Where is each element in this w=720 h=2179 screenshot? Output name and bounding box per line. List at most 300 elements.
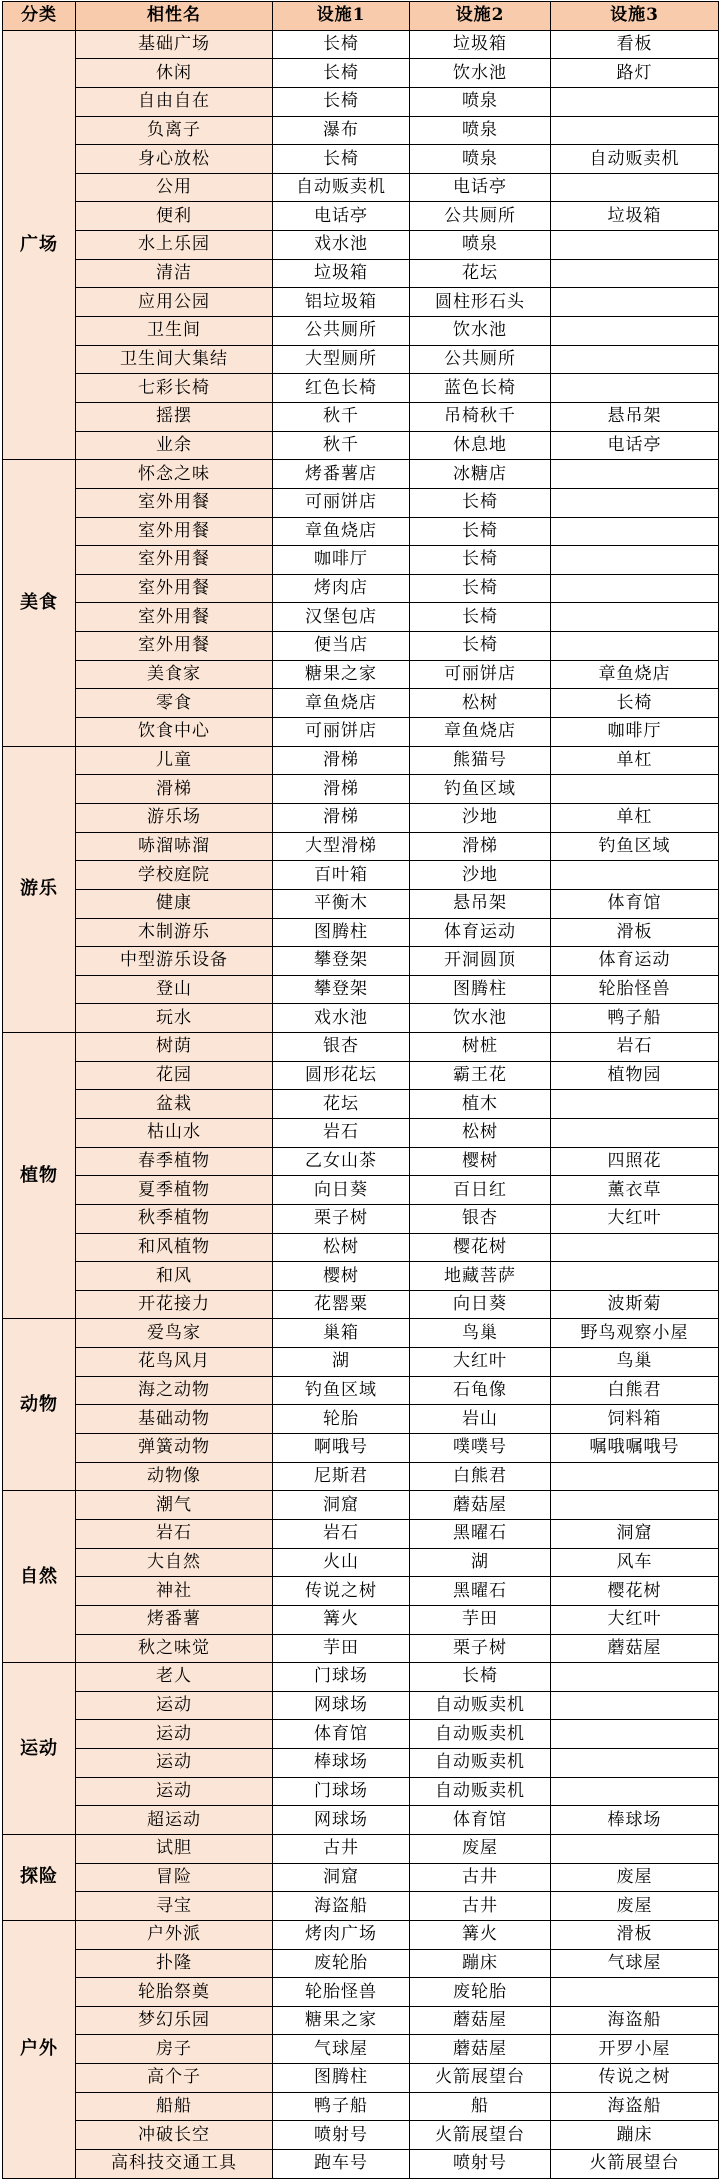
facility-1-cell: 废轮胎 (273, 1949, 410, 1978)
facility-3-cell: 路灯 (551, 59, 719, 88)
affinity-name-cell: 老人 (76, 1663, 273, 1692)
affinity-name-cell: 美食家 (76, 660, 273, 689)
table-row (3, 1434, 719, 1463)
affinity-name-cell: 公用 (76, 173, 273, 202)
facility-3-cell: 气球屋 (551, 1949, 719, 1978)
facility-3-cell: 废屋 (551, 1863, 719, 1892)
facility-3-cell (551, 1835, 719, 1864)
facility-3-cell (551, 460, 719, 489)
facility-3-cell (551, 1663, 719, 1692)
facility-3-cell (551, 1233, 719, 1262)
facility-3-cell: 章鱼烧店 (551, 660, 719, 689)
facility-1-cell: 图腾柱 (273, 918, 410, 947)
table-row (3, 1290, 719, 1319)
affinity-name-cell: 滑梯 (76, 775, 273, 804)
facility-2-cell: 休息地 (410, 431, 551, 460)
facility-3-cell: 滑板 (551, 1920, 719, 1949)
facility-3-cell: 棒球场 (551, 1806, 719, 1835)
affinity-name-cell: 七彩长椅 (76, 374, 273, 403)
facility-1-cell: 气球屋 (273, 2035, 410, 2064)
facility-2-cell: 樱树 (410, 1147, 551, 1176)
facility-3-cell: 自动贩卖机 (551, 145, 719, 174)
facility-1-cell: 章鱼烧店 (273, 689, 410, 718)
facility-1-cell: 花罂粟 (273, 1290, 410, 1319)
table-row (3, 1691, 719, 1720)
affinity-name-cell: 树荫 (76, 1033, 273, 1062)
affinity-name-cell: 哧溜哧溜 (76, 832, 273, 861)
facility-3-cell: 电话亭 (551, 431, 719, 460)
table-row (3, 431, 719, 460)
facility-1-cell: 网球场 (273, 1806, 410, 1835)
affinity-name-cell: 儿童 (76, 746, 273, 775)
facility-2-cell: 自动贩卖机 (410, 1777, 551, 1806)
table-row (3, 1720, 719, 1749)
facility-1-cell: 糖果之家 (273, 2006, 410, 2035)
facility-2-cell: 长椅 (410, 1663, 551, 1692)
affinity-name-cell: 基础广场 (76, 30, 273, 59)
facility-3-cell (551, 1777, 719, 1806)
facility-3-cell: 悬吊架 (551, 402, 719, 431)
facility-3-cell: 洞窟 (551, 1519, 719, 1548)
facility-2-cell: 芋田 (410, 1605, 551, 1634)
affinity-name-cell: 室外用餐 (76, 632, 273, 661)
table-row (3, 1920, 719, 1949)
facility-2-cell: 喷泉 (410, 87, 551, 116)
table-body (3, 30, 719, 2178)
table-row (3, 1978, 719, 2007)
affinity-name-cell: 超运动 (76, 1806, 273, 1835)
facility-2-cell: 樱花树 (410, 1233, 551, 1262)
header-category: 分类 (3, 2, 76, 31)
facility-1-cell: 鸭子船 (273, 2092, 410, 2121)
facility-1-cell: 喷射号 (273, 2121, 410, 2150)
facility-2-cell: 吊椅秋千 (410, 402, 551, 431)
table-row (3, 1147, 719, 1176)
category-cell: 植物 (3, 1033, 76, 1319)
facility-3-cell (551, 488, 719, 517)
affinity-name-cell: 盆栽 (76, 1090, 273, 1119)
facility-2-cell: 喷泉 (410, 116, 551, 145)
facility-2-cell: 石龟像 (410, 1376, 551, 1405)
facility-1-cell: 洞窟 (273, 1491, 410, 1520)
facility-1-cell: 尼斯君 (273, 1462, 410, 1491)
facility-3-cell (551, 87, 719, 116)
facility-3-cell: 钓鱼区域 (551, 832, 719, 861)
category-cell: 探险 (3, 1835, 76, 1921)
facility-3-cell: 看板 (551, 30, 719, 59)
facility-1-cell: 向日葵 (273, 1176, 410, 1205)
table-row (3, 1376, 719, 1405)
affinity-name-cell: 身心放松 (76, 145, 273, 174)
facility-1-cell: 啊哦号 (273, 1434, 410, 1463)
facility-3-cell (551, 259, 719, 288)
affinity-name-cell: 运动 (76, 1691, 273, 1720)
affinity-name-cell: 健康 (76, 889, 273, 918)
affinity-name-cell: 水上乐园 (76, 231, 273, 260)
table-row (3, 718, 719, 747)
table-row (3, 1548, 719, 1577)
facility-2-cell: 垃圾箱 (410, 30, 551, 59)
category-cell: 美食 (3, 460, 76, 746)
affinity-name-cell: 扑隆 (76, 1949, 273, 1978)
affinity-name-cell: 船船 (76, 2092, 273, 2121)
table-row (3, 1806, 719, 1835)
facility-3-cell: 樱花树 (551, 1577, 719, 1606)
table-row (3, 1605, 719, 1634)
affinity-name-cell: 冒险 (76, 1863, 273, 1892)
facility-3-cell: 火箭展望台 (551, 2150, 719, 2179)
table-row (3, 345, 719, 374)
facility-2-cell: 沙地 (410, 861, 551, 890)
table-row (3, 775, 719, 804)
facility-3-cell (551, 1491, 719, 1520)
table-row (3, 2092, 719, 2121)
affinity-name-cell: 花园 (76, 1061, 273, 1090)
facility-1-cell: 湖 (273, 1348, 410, 1377)
facility-1-cell: 长椅 (273, 30, 410, 59)
facility-2-cell: 长椅 (410, 603, 551, 632)
facility-2-cell: 悬吊架 (410, 889, 551, 918)
facility-2-cell: 饮水池 (410, 317, 551, 346)
facility-2-cell: 蹦床 (410, 1949, 551, 1978)
facility-1-cell: 滑梯 (273, 775, 410, 804)
affinity-name-cell: 中型游乐设备 (76, 947, 273, 976)
facility-2-cell: 体育运动 (410, 918, 551, 947)
table-row (3, 2006, 719, 2035)
affinity-name-cell: 冲破长空 (76, 2121, 273, 2150)
facility-1-cell: 电话亭 (273, 202, 410, 231)
facility-3-cell (551, 1720, 719, 1749)
facility-2-cell: 饮水池 (410, 1004, 551, 1033)
facility-3-cell (551, 517, 719, 546)
facility-1-cell: 轮胎怪兽 (273, 1978, 410, 2007)
affinity-name-cell: 便利 (76, 202, 273, 231)
facility-2-cell: 圆柱形石头 (410, 288, 551, 317)
table-row (3, 2121, 719, 2150)
facility-2-cell: 公共厕所 (410, 345, 551, 374)
facility-3-cell: 蘑菇屋 (551, 1634, 719, 1663)
affinity-name-cell: 寻宝 (76, 1892, 273, 1921)
facility-1-cell: 樱树 (273, 1262, 410, 1291)
facility-1-cell: 烤番薯店 (273, 460, 410, 489)
affinity-name-cell: 运动 (76, 1777, 273, 1806)
facility-1-cell: 攀登架 (273, 947, 410, 976)
facility-3-cell: 垃圾箱 (551, 202, 719, 231)
facility-3-cell: 四照花 (551, 1147, 719, 1176)
category-cell: 游乐 (3, 746, 76, 1032)
facility-3-cell (551, 546, 719, 575)
table-row (3, 1004, 719, 1033)
table-row (3, 1634, 719, 1663)
facility-1-cell: 秋千 (273, 402, 410, 431)
facility-affinity-table (2, 1, 719, 2179)
facility-3-cell: 轮胎怪兽 (551, 975, 719, 1004)
facility-2-cell: 喷射号 (410, 2150, 551, 2179)
facility-2-cell: 古井 (410, 1892, 551, 1921)
facility-3-cell: 体育运动 (551, 947, 719, 976)
table-row (3, 231, 719, 260)
table-row (3, 746, 719, 775)
table-row (3, 317, 719, 346)
facility-3-cell (551, 574, 719, 603)
affinity-name-cell: 木制游乐 (76, 918, 273, 947)
facility-2-cell: 松树 (410, 1118, 551, 1147)
facility-3-cell: 咖啡厅 (551, 718, 719, 747)
facility-3-cell: 植物园 (551, 1061, 719, 1090)
table-row (3, 2035, 719, 2064)
table-row (3, 488, 719, 517)
facility-1-cell: 铝垃圾箱 (273, 288, 410, 317)
affinity-name-cell: 运动 (76, 1720, 273, 1749)
table-row (3, 145, 719, 174)
affinity-name-cell: 夏季植物 (76, 1176, 273, 1205)
affinity-name-cell: 运动 (76, 1749, 273, 1778)
facility-1-cell: 钓鱼区域 (273, 1376, 410, 1405)
affinity-name-cell: 秋之味觉 (76, 1634, 273, 1663)
facility-2-cell: 古井 (410, 1863, 551, 1892)
facility-2-cell: 湖 (410, 1548, 551, 1577)
facility-2-cell: 自动贩卖机 (410, 1749, 551, 1778)
category-cell: 广场 (3, 30, 76, 460)
facility-1-cell: 自动贩卖机 (273, 173, 410, 202)
affinity-name-cell: 大自然 (76, 1548, 273, 1577)
facility-1-cell: 公共厕所 (273, 317, 410, 346)
affinity-name-cell: 枯山水 (76, 1118, 273, 1147)
table-row (3, 1348, 719, 1377)
facility-1-cell: 体育馆 (273, 1720, 410, 1749)
facility-1-cell: 芋田 (273, 1634, 410, 1663)
facility-2-cell: 长椅 (410, 517, 551, 546)
facility-2-cell: 银杏 (410, 1204, 551, 1233)
facility-3-cell: 岩石 (551, 1033, 719, 1062)
affinity-name-cell: 摇摆 (76, 402, 273, 431)
facility-3-cell: 滑板 (551, 918, 719, 947)
facility-1-cell: 可丽饼店 (273, 488, 410, 517)
facility-3-cell: 开罗小屋 (551, 2035, 719, 2064)
facility-3-cell (551, 231, 719, 260)
affinity-name-cell: 室外用餐 (76, 488, 273, 517)
facility-1-cell: 岩石 (273, 1519, 410, 1548)
facility-3-cell: 单杠 (551, 803, 719, 832)
table-row (3, 632, 719, 661)
facility-2-cell: 蘑菇屋 (410, 1491, 551, 1520)
facility-2-cell: 废屋 (410, 1835, 551, 1864)
facility-1-cell: 咖啡厅 (273, 546, 410, 575)
affinity-name-cell: 负离子 (76, 116, 273, 145)
affinity-name-cell: 神社 (76, 1577, 273, 1606)
facility-2-cell: 黑曜石 (410, 1519, 551, 1548)
table-row (3, 660, 719, 689)
facility-3-cell (551, 632, 719, 661)
affinity-name-cell: 业余 (76, 431, 273, 460)
affinity-name-cell: 室外用餐 (76, 546, 273, 575)
table-row (3, 1262, 719, 1291)
facility-3-cell: 海盗船 (551, 2092, 719, 2121)
facility-1-cell: 栗子树 (273, 1204, 410, 1233)
facility-2-cell: 火箭展望台 (410, 2064, 551, 2093)
category-cell: 户外 (3, 1920, 76, 2178)
facility-3-cell: 饲料箱 (551, 1405, 719, 1434)
table-row (3, 1949, 719, 1978)
facility-1-cell: 戏水池 (273, 1004, 410, 1033)
affinity-name-cell: 室外用餐 (76, 603, 273, 632)
facility-2-cell: 篝火 (410, 1920, 551, 1949)
affinity-name-cell: 卫生间大集结 (76, 345, 273, 374)
facility-2-cell: 滑梯 (410, 832, 551, 861)
facility-2-cell: 章鱼烧店 (410, 718, 551, 747)
table-row (3, 947, 719, 976)
facility-2-cell: 沙地 (410, 803, 551, 832)
table-row (3, 861, 719, 890)
affinity-name-cell: 春季植物 (76, 1147, 273, 1176)
facility-2-cell: 废轮胎 (410, 1978, 551, 2007)
facility-3-cell: 蹦床 (551, 2121, 719, 2150)
affinity-name-cell: 弹簧动物 (76, 1434, 273, 1463)
facility-1-cell: 滑梯 (273, 803, 410, 832)
facility-2-cell: 树桩 (410, 1033, 551, 1062)
table-row (3, 1749, 719, 1778)
table-row (3, 1519, 719, 1548)
affinity-name-cell: 试胆 (76, 1835, 273, 1864)
header-row (3, 2, 719, 31)
facility-2-cell: 蘑菇屋 (410, 2006, 551, 2035)
facility-3-cell (551, 1262, 719, 1291)
facility-1-cell: 章鱼烧店 (273, 517, 410, 546)
table-row (3, 2150, 719, 2179)
facility-1-cell: 长椅 (273, 145, 410, 174)
facility-1-cell: 长椅 (273, 59, 410, 88)
facility-3-cell (551, 1118, 719, 1147)
facility-2-cell: 地藏菩萨 (410, 1262, 551, 1291)
facility-2-cell: 公共厕所 (410, 202, 551, 231)
facility-1-cell: 花坛 (273, 1090, 410, 1119)
table-row (3, 2064, 719, 2093)
facility-3-cell (551, 1462, 719, 1491)
facility-1-cell: 糖果之家 (273, 660, 410, 689)
facility-1-cell: 百叶箱 (273, 861, 410, 890)
facility-3-cell (551, 345, 719, 374)
facility-2-cell: 冰糖店 (410, 460, 551, 489)
facility-2-cell: 可丽饼店 (410, 660, 551, 689)
facility-1-cell: 烤肉店 (273, 574, 410, 603)
facility-3-cell (551, 775, 719, 804)
table-row (3, 1061, 719, 1090)
facility-1-cell: 棒球场 (273, 1749, 410, 1778)
facility-3-cell (551, 317, 719, 346)
affinity-name-cell: 自由自在 (76, 87, 273, 116)
facility-1-cell: 银杏 (273, 1033, 410, 1062)
facility-3-cell (551, 1691, 719, 1720)
facility-1-cell: 大型滑梯 (273, 832, 410, 861)
facility-3-cell: 废屋 (551, 1892, 719, 1921)
affinity-name-cell: 轮胎祭奠 (76, 1978, 273, 2007)
facility-3-cell: 海盗船 (551, 2006, 719, 2035)
table-row (3, 1892, 719, 1921)
category-cell: 运动 (3, 1663, 76, 1835)
table-row (3, 1863, 719, 1892)
table-row (3, 1835, 719, 1864)
facility-1-cell: 汉堡包店 (273, 603, 410, 632)
facility-3-cell: 大红叶 (551, 1204, 719, 1233)
facility-2-cell: 长椅 (410, 632, 551, 661)
table-row (3, 460, 719, 489)
affinity-name-cell: 怀念之味 (76, 460, 273, 489)
table-row (3, 87, 719, 116)
affinity-name-cell: 游乐场 (76, 803, 273, 832)
table-header (3, 2, 719, 31)
facility-3-cell: 鸭子船 (551, 1004, 719, 1033)
table-row (3, 975, 719, 1004)
facility-1-cell: 网球场 (273, 1691, 410, 1720)
affinity-name-cell: 学校庭院 (76, 861, 273, 890)
facility-3-cell: 薰衣草 (551, 1176, 719, 1205)
affinity-name-cell: 休闲 (76, 59, 273, 88)
facility-3-cell (551, 861, 719, 890)
facility-2-cell: 噗噗号 (410, 1434, 551, 1463)
table-row (3, 889, 719, 918)
facility-1-cell: 便当店 (273, 632, 410, 661)
table-row (3, 803, 719, 832)
affinity-name-cell: 室外用餐 (76, 517, 273, 546)
facility-1-cell: 岩石 (273, 1118, 410, 1147)
facility-1-cell: 松树 (273, 1233, 410, 1262)
table-row (3, 259, 719, 288)
affinity-name-cell: 和风植物 (76, 1233, 273, 1262)
facility-2-cell: 岩山 (410, 1405, 551, 1434)
facility-3-cell (551, 173, 719, 202)
facility-3-cell: 单杠 (551, 746, 719, 775)
facility-1-cell: 可丽饼店 (273, 718, 410, 747)
facility-3-cell: 体育馆 (551, 889, 719, 918)
facility-2-cell: 喷泉 (410, 231, 551, 260)
affinity-name-cell: 开花接力 (76, 1290, 273, 1319)
table-row (3, 202, 719, 231)
facility-2-cell: 长椅 (410, 574, 551, 603)
affinity-name-cell: 花鸟风月 (76, 1348, 273, 1377)
facility-2-cell: 体育馆 (410, 1806, 551, 1835)
facility-2-cell: 饮水池 (410, 59, 551, 88)
affinity-name-cell: 梦幻乐园 (76, 2006, 273, 2035)
facility-3-cell: 风车 (551, 1548, 719, 1577)
facility-2-cell: 白熊君 (410, 1462, 551, 1491)
facility-1-cell: 滑梯 (273, 746, 410, 775)
table-row (3, 30, 719, 59)
table-row (3, 1663, 719, 1692)
table-row (3, 1204, 719, 1233)
affinity-name-cell: 零食 (76, 689, 273, 718)
table-row (3, 1319, 719, 1348)
affinity-name-cell: 户外派 (76, 1920, 273, 1949)
header-facility-3: 设施3 (551, 2, 719, 31)
facility-2-cell: 熊猫号 (410, 746, 551, 775)
affinity-name-cell: 高科技交通工具 (76, 2150, 273, 2179)
table-row (3, 546, 719, 575)
affinity-name-cell: 动物像 (76, 1462, 273, 1491)
facility-1-cell: 火山 (273, 1548, 410, 1577)
facility-2-cell: 百日红 (410, 1176, 551, 1205)
facility-1-cell: 攀登架 (273, 975, 410, 1004)
facility-2-cell: 栗子树 (410, 1634, 551, 1663)
affinity-name-cell: 基础动物 (76, 1405, 273, 1434)
facility-1-cell: 篝火 (273, 1605, 410, 1634)
table-row (3, 59, 719, 88)
facility-2-cell: 花坛 (410, 259, 551, 288)
category-cell: 动物 (3, 1319, 76, 1491)
facility-2-cell: 电话亭 (410, 173, 551, 202)
table-row (3, 689, 719, 718)
facility-1-cell: 门球场 (273, 1777, 410, 1806)
facility-3-cell (551, 1090, 719, 1119)
